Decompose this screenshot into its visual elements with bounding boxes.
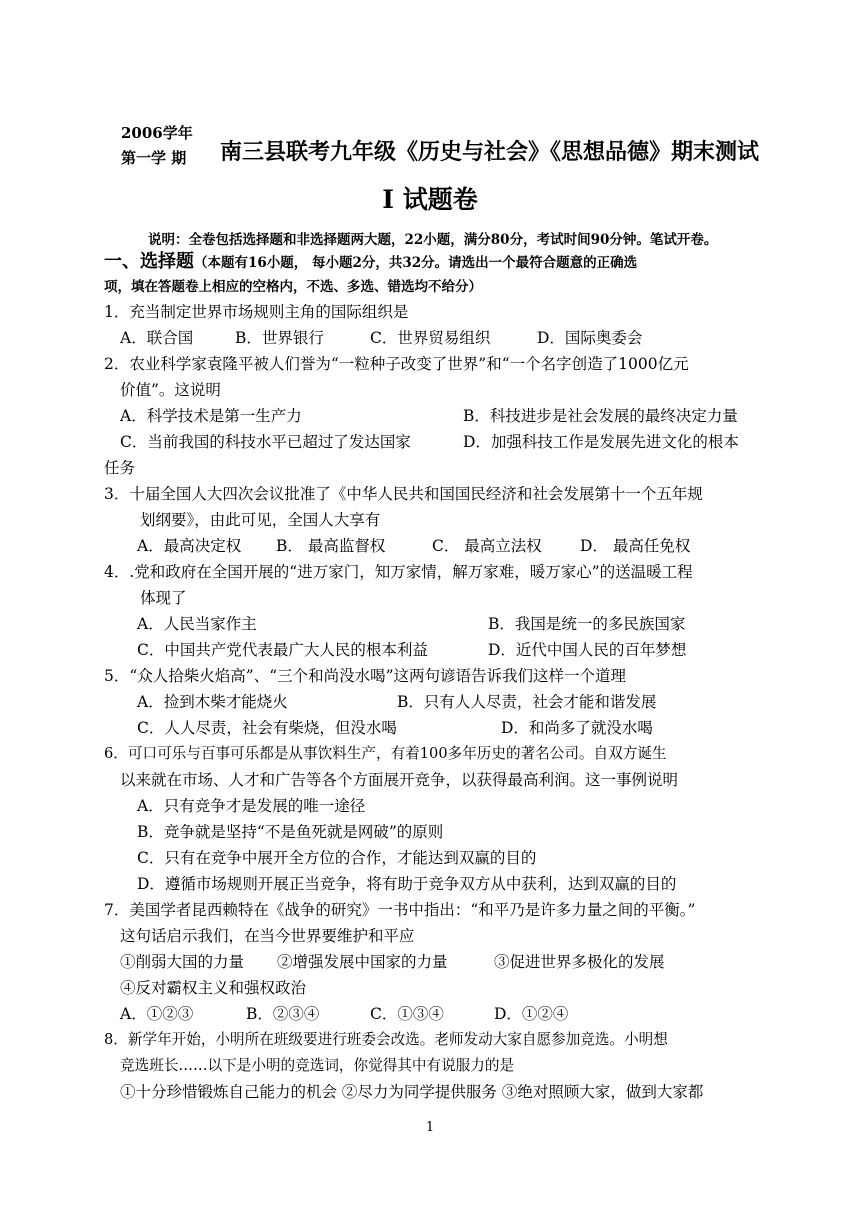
q3-option-d: D． 最高任免权 bbox=[580, 537, 691, 555]
section-instruction-cont: 项，填在答题卷上相应的空格内，不选、多选、错选均不给分） bbox=[104, 279, 482, 295]
q8-options: ①十分珍惜锻炼自己能力的机会 ②尽力为同学提供服务 ③绝对照顾大家，做到大家都 bbox=[120, 1083, 704, 1101]
q3-option-c: C． 最高立法权 bbox=[432, 537, 542, 555]
page-number: 1 bbox=[425, 1120, 435, 1135]
q4-stem: 4．.党和政府在全国开展的“进万家门，知万家情，解万家难，暖万家心”的送温暖工程 bbox=[104, 563, 693, 581]
q5-option-b: B．只有人人尽责，社会才能和谐发展 bbox=[397, 693, 657, 711]
exam-year: 2006学年 bbox=[121, 124, 193, 142]
q5-option-a: A．捡到木柴才能烧火 bbox=[137, 693, 288, 711]
q6-option-b: B．竞争就是坚持“不是鱼死就是网破”的原则 bbox=[137, 823, 444, 841]
q7-item-3: ③促进世界多极化的发展 bbox=[494, 953, 665, 971]
q7-item-4: ④反对霸权主义和强权政治 bbox=[120, 979, 307, 997]
q1-stem: 1．充当制定世界市场规则主角的国际组织是 bbox=[104, 303, 409, 321]
q1-option-a: A．联合国 bbox=[120, 329, 194, 347]
q7-option-c: C．①③④ bbox=[370, 1005, 444, 1023]
q3-option-b: B． 最高监督权 bbox=[276, 537, 386, 555]
q7-option-a: A．①②③ bbox=[120, 1005, 194, 1023]
page-subtitle: I 试题卷 bbox=[382, 185, 478, 214]
q2-option-c: C．当前我国的科技水平已超过了发达国家 bbox=[120, 433, 411, 451]
q3-stem: 3．十届全国人大四次会议批准了《中华人民共和国国民经济和社会发展第十一个五年规 bbox=[104, 485, 703, 503]
section-heading: 一、选择题 bbox=[104, 251, 194, 272]
q4-stem-cont: 体现了 bbox=[140, 589, 187, 607]
section-heading-line bbox=[104, 252, 637, 273]
q3-stem-cont: 划纲要》，由此可见，全国人大享有 bbox=[140, 511, 381, 529]
q8-stem: 8．新学年开始，小明所在班级要进行班委会改选。老师发动大家自愿参加竞选。小明想 bbox=[104, 1031, 668, 1048]
q7-stem-cont: 这句话启示我们，在当今世界要维护和平应 bbox=[120, 927, 415, 945]
q6-stem: 6．可口可乐与百事可乐都是从事饮料生产，有着100多年历史的著名公司。自双方诞生 bbox=[104, 745, 667, 762]
q6-option-a: A．只有竞争才是发展的唯一途径 bbox=[137, 797, 366, 815]
q5-option-c: C．人人尽责，社会有柴烧，但没水喝 bbox=[137, 719, 397, 737]
q7-stem: 7．美国学者昆西赖特在《战争的研究》一书中指出：“和平乃是许多力量之间的平衡。” bbox=[104, 901, 696, 919]
q7-option-b: B．②③④ bbox=[246, 1005, 320, 1023]
q7-option-d: D．①②④ bbox=[494, 1005, 569, 1023]
q2-stem-cont: 价值”。这说明 bbox=[120, 381, 221, 399]
q6-stem-cont: 以来就在市场、人才和广告等各个方面展开竞争，以获得最高利润。这一事例说明 bbox=[120, 771, 679, 789]
q1-option-d: D．国际奥委会 bbox=[537, 329, 643, 347]
page-title: 南三县联考九年级《历史与社会》《思想品德》期末测试 bbox=[220, 139, 760, 165]
q2-option-d: D．加强科技工作是发展先进文化的根本 bbox=[463, 433, 739, 451]
q1-option-b: B．世界银行 bbox=[235, 329, 324, 347]
exam-note: 说明：全卷包括选择题和非选择题两大题，22小题，满分80分，考试时间90分钟。笔试开卷。 bbox=[148, 232, 718, 248]
q3-option-a: A．最高决定权 bbox=[137, 537, 242, 555]
q2-stem: 2．农业科学家袁隆平被人们誉为“一粒种子改变了世界”和“一个名字创造了1000亿元 bbox=[104, 355, 689, 373]
q4-option-b: B．我国是统一的多民族国家 bbox=[488, 615, 686, 633]
q1-option-c: C．世界贸易组织 bbox=[370, 329, 491, 347]
q4-option-a: A．人民当家作主 bbox=[137, 615, 257, 633]
q4-option-c: C．中国共产党代表最广大人民的根本利益 bbox=[137, 641, 428, 659]
section-instruction: （本题有16小题， 每小题2分，共32分。请选出一个最符合题意的正确选 bbox=[194, 255, 638, 271]
q2-option-d-cont: 任务 bbox=[104, 459, 136, 477]
q6-option-c: C．只有在竞争中展开全方位的合作，才能达到双赢的目的 bbox=[137, 849, 537, 867]
q2-option-b: B．科技进步是社会发展的最终决定力量 bbox=[463, 407, 738, 425]
q7-item-2: ②增强发展中国家的力量 bbox=[277, 953, 448, 971]
q4-option-d: D．近代中国人民的百年梦想 bbox=[488, 641, 687, 659]
q7-item-1: ①削弱大国的力量 bbox=[120, 953, 245, 971]
q5-option-d: D．和尚多了就没水喝 bbox=[501, 719, 653, 737]
q6-option-d: D．遵循市场规则开展正当竞争，将有助于竞争双方从中获利，达到双赢的目的 bbox=[137, 875, 677, 893]
q5-stem: 5．“众人拾柴火焰高”、“三个和尚没水喝”这两句谚语告诉我们这样一个道理 bbox=[104, 667, 627, 685]
q8-stem-cont: 竞选班长……以下是小明的竞选词，你觉得其中有说服力的是 bbox=[120, 1057, 515, 1074]
q2-option-a: A．科学技术是第一生产力 bbox=[120, 407, 302, 425]
exam-term: 第一学 期 bbox=[121, 149, 187, 167]
